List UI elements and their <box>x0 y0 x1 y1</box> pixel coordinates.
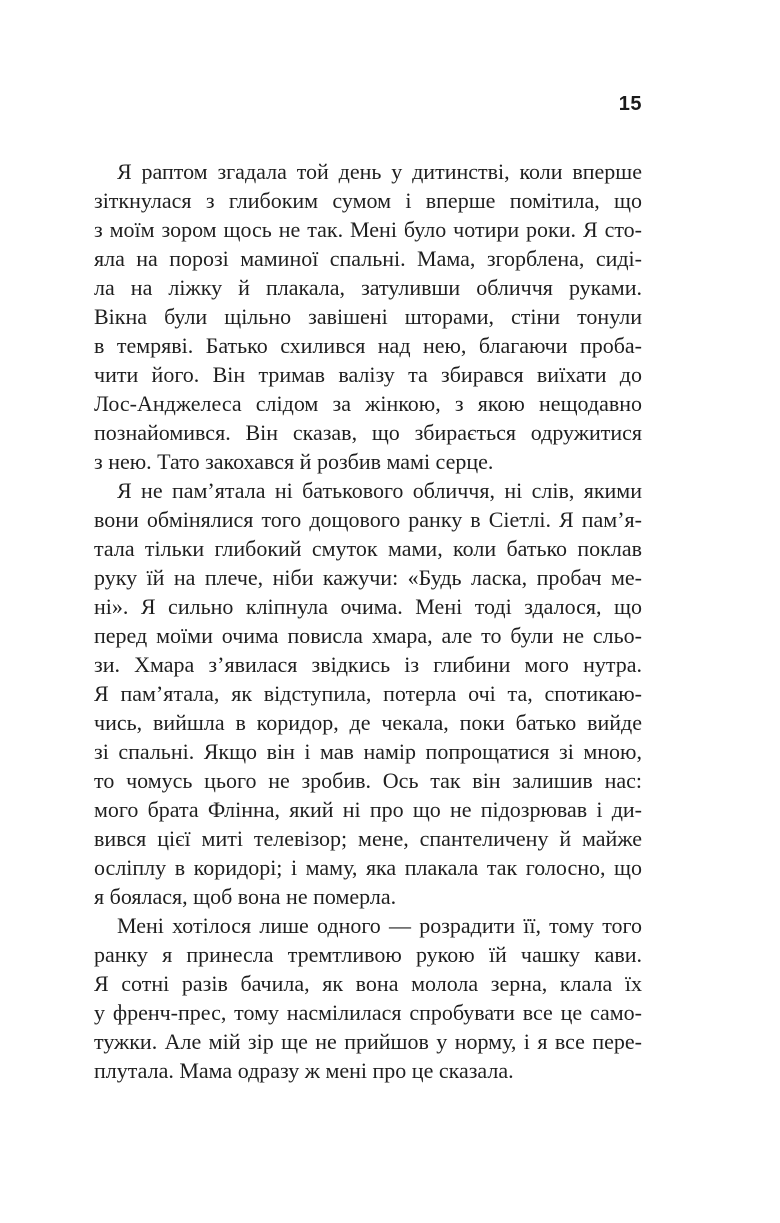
paragraph <box>94 911 642 1085</box>
text-line: зи. Хмара з’явилася звідкись із глибини мого нутра. <box>94 652 642 677</box>
text-line: ла на ліжку й плакала, затуливши обличчя руками. <box>94 275 642 300</box>
text-line: вився цієї миті телевізор; мене, спантеличену й майже <box>94 826 642 851</box>
page-number: 15 <box>618 93 642 115</box>
text-line: Я пам’ятала, як відступила, потерла очі та, спотикаю- <box>94 681 642 706</box>
text-line: ранку я принесла тремтливою рукою їй чашку кави. <box>94 942 642 967</box>
text-line: з моїм зором щось не так. Мені було чотири роки. Я сто- <box>94 217 642 242</box>
text-line: осліплу в коридорі; і маму, яка плакала так голосно, що <box>94 855 642 880</box>
text-line: Мені хотілося лише одного — розрадити її, тому того <box>117 913 642 938</box>
text-line: Лос-Анджелеса слідом за жінкою, з якою нещодавно <box>94 391 642 416</box>
text-line: вони обмінялися того дощового ранку в Сіетлі. Я пам’я- <box>94 507 642 532</box>
paragraph <box>94 476 642 911</box>
text-line: зі спальні. Якщо він і мав намір попрощатися зі мною, <box>94 739 642 764</box>
text-line: в темряві. Батько схилився над нею, благаючи проба- <box>94 333 642 358</box>
text-line: зіткнулася з глибоким сумом і вперше помітила, що <box>94 188 642 213</box>
text-line: чити його. Він тримав валізу та збирався виїхати до <box>94 362 642 387</box>
text-line: познайомився. Він сказав, що збирається одружитися <box>94 420 642 445</box>
text-line: я боялася, щоб вона не померла. <box>94 884 397 909</box>
text-line: то чомусь цього не зробив. Ось так він залишив нас: <box>94 768 642 793</box>
text-line: з нею. Тато закохався й розбив мамі серце. <box>94 449 494 474</box>
text-line: перед моїми очима повисла хмара, але то були не сльо- <box>94 623 642 648</box>
text-line: тужки. Але мій зір ще не прийшов у норму, і я все пере- <box>94 1029 642 1054</box>
text-line: мого брата Флінна, який ні про що не підозрював і ди- <box>94 797 642 822</box>
text-line: у френч-прес, тому насмілилася спробувати все це само- <box>94 1000 642 1025</box>
text-line: тала тільки глибокий смуток мами, коли батько поклав <box>94 536 642 561</box>
text-line: Вікна були щільно завішені шторами, стіни тонули <box>94 304 642 329</box>
text-line: руку їй на плече, ніби кажучи: «Будь ласка, пробач ме- <box>94 565 642 590</box>
text-line: плутала. Мама одразу ж мені про це сказала. <box>94 1058 514 1083</box>
text-line: Я раптом згадала той день у дитинстві, коли вперше <box>117 159 642 184</box>
text-line: Я сотні разів бачила, як вона молола зерна, клала їх <box>94 971 642 996</box>
paragraph <box>94 157 642 476</box>
text-line: Я не пам’ятала ні батькового обличчя, ні слів, якими <box>117 478 642 503</box>
text-line: ні». Я сильно кліпнула очима. Мені тоді здалося, що <box>94 594 642 619</box>
page-text <box>94 157 642 1085</box>
text-line: чись, вийшла в коридор, де чекала, поки батько вийде <box>94 710 642 735</box>
text-line: яла на порозі маминої спальні. Мама, згорблена, сиді- <box>94 246 642 271</box>
